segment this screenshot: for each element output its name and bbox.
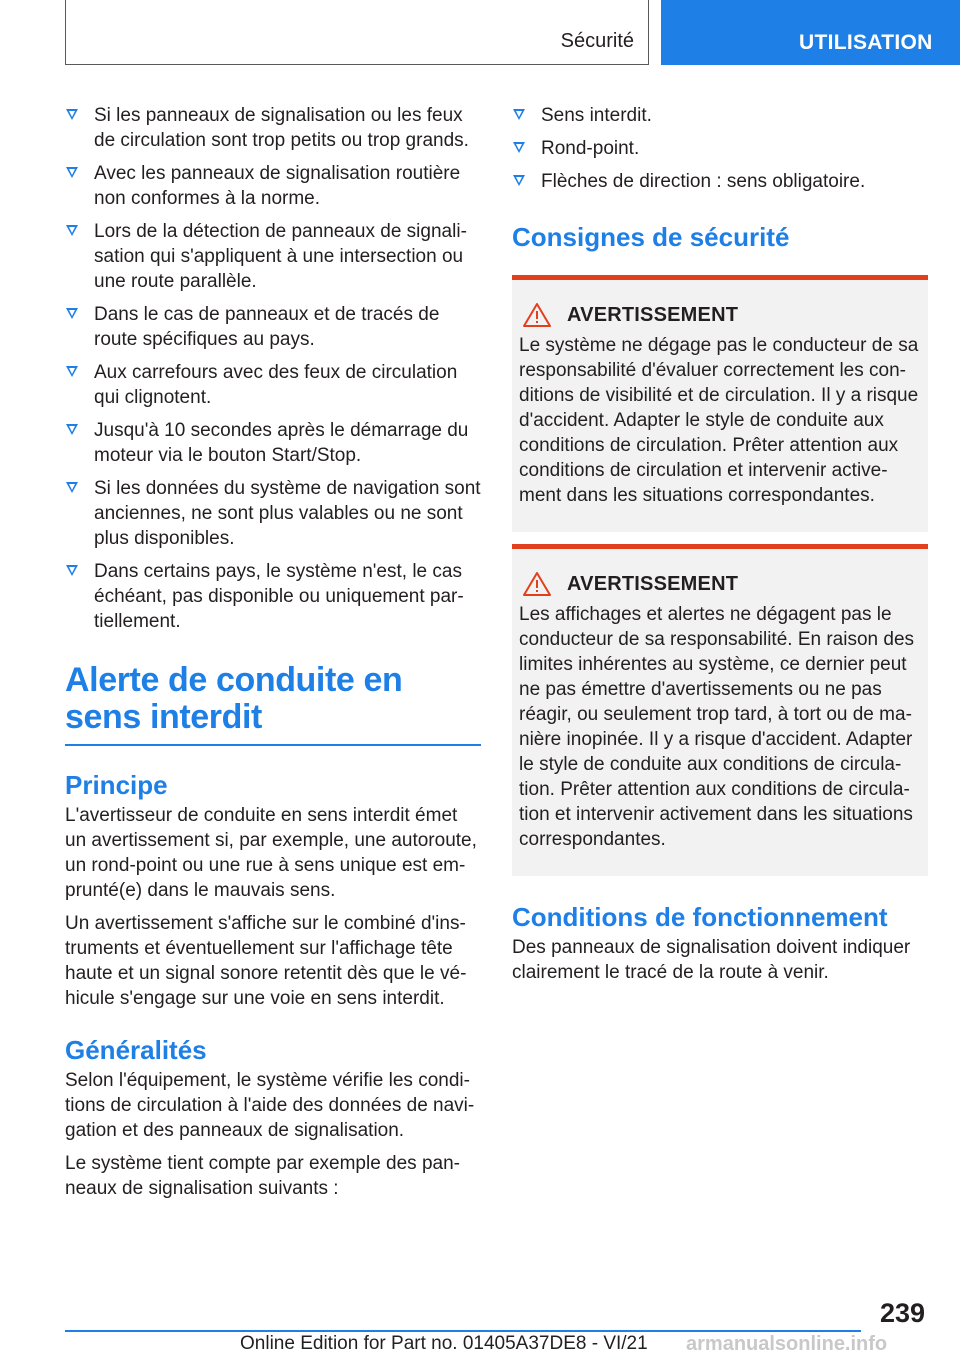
list-item: Si les panneaux de signalisation ou les feux de circulation sont trop petits ou trop grands. (65, 103, 481, 153)
bullet-triangle-icon (66, 109, 78, 120)
bullet-triangle-icon (513, 175, 525, 186)
bullet-triangle-icon (513, 142, 525, 153)
left-column (65, 103, 481, 1201)
list-item: Flèches de direction : sens obligatoire. (512, 169, 928, 194)
warning-title (519, 300, 921, 330)
warning-box (512, 544, 928, 876)
page-number: 239 (880, 1298, 926, 1328)
list-item: Dans certains pays, le système n'est, le cas échéant, pas disponible ou uniquement partiellement. (65, 559, 481, 634)
list-item: Avec les panneaux de signalisation routière non conformes à la norme. (65, 161, 481, 211)
list-item: Dans le cas de panneaux et de tracés de route spécifiques au pays. (65, 302, 481, 352)
right-column (512, 103, 928, 985)
warning-label: AVERTISSEMENT (567, 572, 739, 595)
warning-title (519, 569, 921, 599)
warning-triangle-icon (522, 302, 552, 328)
bullet-triangle-icon (513, 109, 525, 120)
warning-text: Les affichages et alertes ne dégagent pas le conducteur de sa responsabilité. En raison des limites inhérentes au système, ce dernier peut ne pas émettre d'avertissements ou ne pas réagir, ou seulement trop tard, à tort ou de manière inopinée. Il y a risque d'accident. Adapter le style de conduite aux conditions de circulation. Prêter attention aux conditions de circulation et intervenir activement dans les situations correspondantes. (519, 604, 915, 850)
section-title: Alerte de conduite en sens interdit (65, 661, 403, 736)
bullet-triangle-icon (66, 366, 78, 377)
list-item: Lors de la détection de panneaux de signalisation qui s'appliquent à une intersection ou une route parallèle. (65, 219, 481, 294)
header-chapter-tab (661, 0, 960, 65)
principe-paragraph: L'avertisseur de conduite en sens interdit émet un avertissement si, par exemple, une autoroute, un rond-point ou une rue à sens unique est emprunté(e) dans le mauvais sens. (65, 804, 477, 901)
header-chapter-title: UTILISATION (799, 31, 933, 54)
list-item: Rond-point. (512, 136, 928, 161)
bullet-triangle-icon (66, 308, 78, 319)
bullet-triangle-icon (66, 482, 78, 493)
footer-watermark: armanualsonline.info (686, 1333, 888, 1355)
generalites-paragraph: Selon l'équipement, le système vérifie les conditions de circulation à l'aide des données de navigation et des panneaux de signalisation. (65, 1069, 475, 1141)
warning-text: Le système ne dégage pas le conducteur de sa responsabilité d'évaluer correctement les conditions de visibilité et de circulation. Il y a risque d'accident. Adapter le style de conduite aux conditions de circulation. Prêter attention aux conditions de circulation et intervenir activement dans les situations correspondantes. (519, 335, 919, 506)
conditions-paragraph: Des panneaux de signalisation doivent indiquer clairement le tracé de la route à venir. (512, 937, 911, 983)
limitations-list (65, 103, 481, 634)
list-item: Si les données du système de navigation sont anciennes, ne sont plus valables ou ne sont plus disponibles. (65, 476, 481, 551)
generalites-heading: Généralités (65, 1034, 207, 1065)
footer-edition: Online Edition for Part no. 01405A37DE8 - VI/21 (240, 1333, 648, 1354)
consignes-heading: Consignes de sécurité (512, 222, 790, 252)
bullet-triangle-icon (66, 167, 78, 178)
bullet-triangle-icon (66, 225, 78, 236)
bullet-triangle-icon (66, 565, 78, 576)
principe-heading: Principe (65, 769, 168, 800)
list-item: Sens interdit. (512, 103, 928, 128)
signs-list (512, 103, 928, 194)
generalites-paragraph: Le système tient compte par exemple des panneaux de signalisation suivants : (65, 1152, 460, 1199)
header-section-title: Sécurité (560, 30, 634, 52)
principe-paragraph: Un avertissement s'affiche sur le combiné d'instruments et éventuellement sur l'affichage tête haute et un signal sonore retentit dès que le véhicule s'engage sur une voie en sens interdit. (65, 912, 467, 1009)
section-title-rule (65, 744, 481, 746)
warning-label: AVERTISSEMENT (567, 303, 739, 326)
conditions-heading: Conditions de fonctionnement (512, 902, 888, 932)
warning-triangle-icon (522, 571, 552, 597)
header-section-box (65, 0, 649, 65)
footer-rule (65, 1330, 861, 1332)
warning-box (512, 275, 928, 532)
list-item: Aux carrefours avec des feux de circulation qui clignotent. (65, 360, 481, 410)
bullet-triangle-icon (66, 424, 78, 435)
list-item: Jusqu'à 10 secondes après le démarrage du moteur via le bouton Start/Stop. (65, 418, 481, 468)
